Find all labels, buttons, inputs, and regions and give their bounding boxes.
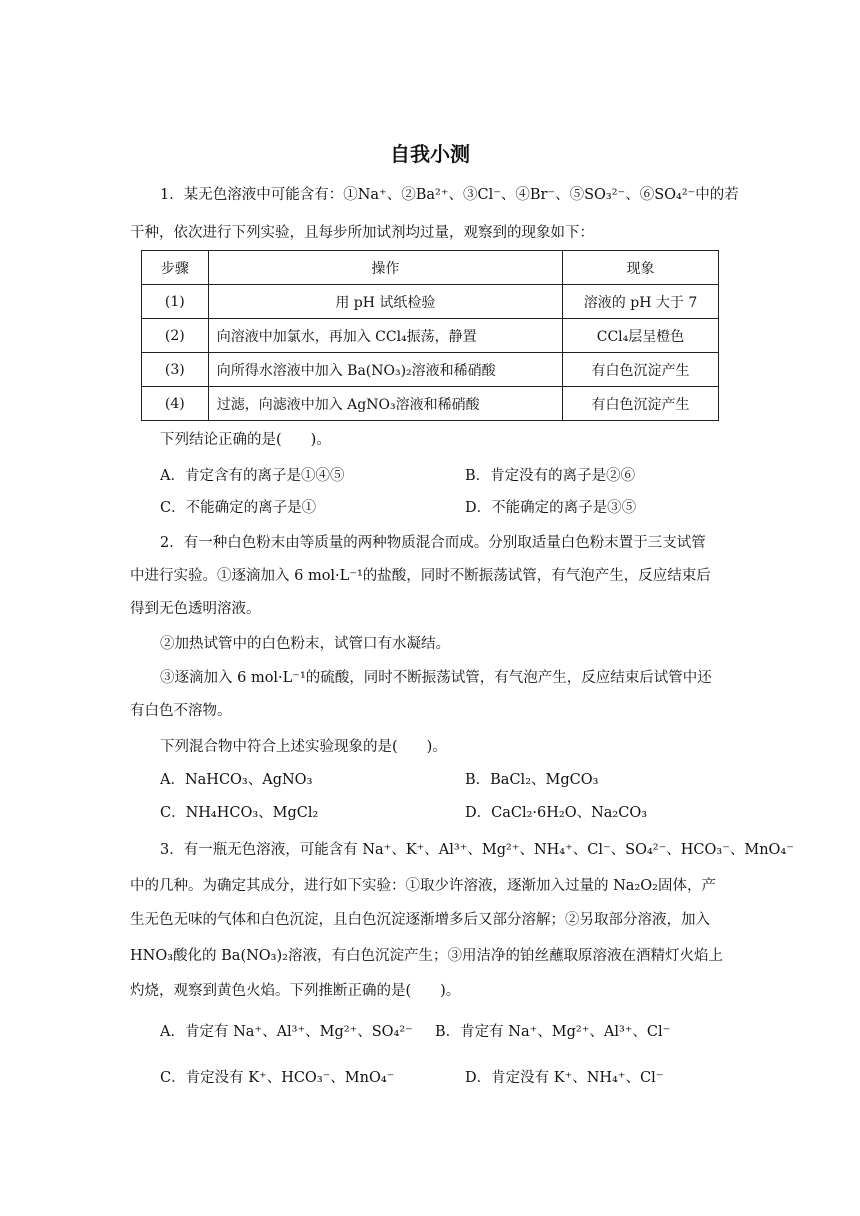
table-cell-phenomenon: CCl₄层呈橙色 [563,319,719,353]
q3-option-a[interactable]: A．肯定有 Na⁺、Al³⁺、Mg²⁺、SO₄²⁻ [160,1024,413,1040]
table-header-row [142,251,719,285]
table-cell-phenomenon: 有白色沉淀产生 [563,353,719,387]
page-title: 自我小测 [390,142,470,166]
q3-stem-line4: HNO₃酸化的 Ba(NO₃)₂溶液，有白色沉淀产生；③用洁净的铂丝蘸取原溶液在酒精灯火焰上 [130,948,723,964]
q1-option-a[interactable]: A．肯定含有的离子是①④⑤ [160,468,345,484]
table-cell-step: (1) [142,285,209,319]
q2-stem-line4: ②加热试管中的白色粉末，试管口有水凝结。 [160,636,450,652]
q2-option-b[interactable]: B．BaCl₂、MgCO₃ [465,772,599,788]
table-header-operation: 操作 [208,251,562,285]
q2-option-a[interactable]: A．NaHCO₃、AgNO₃ [160,772,313,788]
table-cell-operation: 过滤，向滤液中加入 AgNO₃溶液和稀硝酸 [208,387,562,421]
q1-option-c[interactable]: C．不能确定的离子是① [160,500,317,516]
q2-option-d[interactable]: D．CaCl₂·6H₂O、Na₂CO₃ [465,805,648,821]
table-cell-phenomenon: 溶液的 pH 大于 7 [563,285,719,319]
table-header-step: 步骤 [142,251,209,285]
q1-option-d[interactable]: D．不能确定的离子是③⑤ [465,500,637,516]
q2-prompt: 下列混合物中符合上述实验现象的是( )。 [160,739,447,755]
table-cell-operation: 向所得水溶液中加入 Ba(NO₃)₂溶液和稀硝酸 [208,353,562,387]
q3-option-c[interactable]: C．肯定没有 K⁺、HCO₃⁻、MnO₄⁻ [160,1070,395,1086]
table-cell-step: (2) [142,319,209,353]
table-row [142,285,719,319]
table-cell-phenomenon: 有白色沉淀产生 [563,387,719,421]
q2-stem-line6: 有白色不溶物。 [130,703,232,719]
q1-stem-line1: 1．某无色溶液中可能含有：①Na⁺、②Ba²⁺、③Cl⁻、④Br⁻、⑤SO₃²⁻、⑥SO₄²⁻中的若 [160,187,739,203]
q3-stem-line2: 中的几种。为确定其成分，进行如下实验：①取少许溶液，逐渐加入过量的 Na₂O₂固体，产 [130,878,716,894]
q2-stem-line1: 2．有一种白色粉末由等质量的两种物质混合而成。分别取适量白色粉末置于三支试管 [160,535,706,551]
table-cell-step: (4) [142,387,209,421]
q2-option-c[interactable]: C．NH₄HCO₃、MgCl₂ [160,805,319,821]
q3-option-d[interactable]: D．肯定没有 K⁺、NH₄⁺、Cl⁻ [465,1070,664,1086]
q3-stem-line1: 3．有一瓶无色溶液，可能含有 Na⁺、K⁺、Al³⁺、Mg²⁺、NH₄⁺、Cl⁻、SO₄²⁻、HCO₃⁻、MnO₄⁻ [160,842,794,858]
q3-stem-line3: 生无色无味的气体和白色沉淀，且白色沉淀逐渐增多后又部分溶解；②另取部分溶液，加入 [130,912,710,928]
q3-option-b[interactable]: B．肯定有 Na⁺、Mg²⁺、Al³⁺、Cl⁻ [435,1024,671,1040]
q2-stem-line5: ③逐滴加入 6 mol·L⁻¹的硫酸，同时不断振荡试管，有气泡产生，反应结束后试管中还 [160,670,712,686]
table-cell-operation: 向溶液中加氯水，再加入 CCl₄振荡，静置 [208,319,562,353]
q2-stem-line2: 中进行实验。①逐滴加入 6 mol·L⁻¹的盐酸，同时不断振荡试管，有气泡产生，反应结束后 [130,568,711,584]
q3-stem-line5: 灼烧，观察到黄色火焰。下列推断正确的是( )。 [130,983,461,999]
table-row [142,387,719,421]
q1-option-b[interactable]: B．肯定没有的离子是②⑥ [465,468,636,484]
table-row [142,353,719,387]
q1-prompt: 下列结论正确的是( )。 [160,432,331,448]
table-cell-operation: 用 pH 试纸检验 [208,285,562,319]
q1-experiment-table [141,250,719,421]
q2-stem-line3: 得到无色透明溶液。 [130,601,261,617]
table-header-phenomenon: 现象 [563,251,719,285]
q1-stem-line2: 干种，依次进行下列实验，且每步所加试剂均过量，观察到的现象如下： [130,225,594,241]
table-cell-step: (3) [142,353,209,387]
table-row [142,319,719,353]
